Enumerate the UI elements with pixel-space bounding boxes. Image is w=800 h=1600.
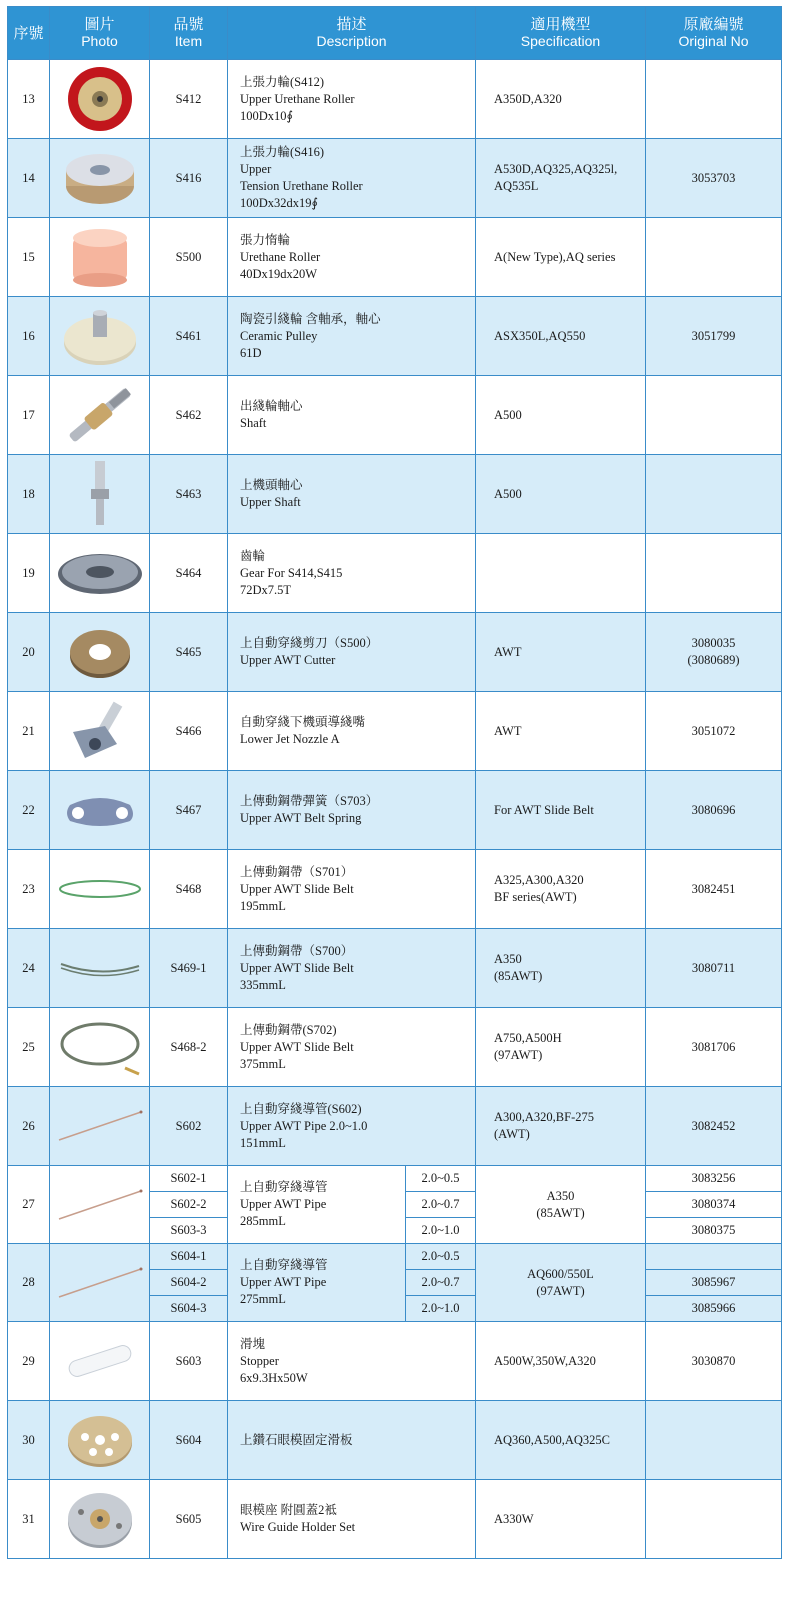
row-photo <box>50 139 150 218</box>
text-line: Upper AWT Pipe <box>240 1197 327 1211</box>
table-row <box>8 60 782 139</box>
text-line: 3080696 <box>691 802 736 817</box>
text-line: 滑塊 <box>240 1336 266 1351</box>
row-item: S466 <box>150 692 228 771</box>
row-photo <box>50 1480 150 1559</box>
row-item: S467 <box>150 771 228 850</box>
row-photo <box>50 929 150 1008</box>
text-line: AQ600/550L <box>527 1266 594 1281</box>
row-original-no <box>646 297 782 376</box>
row-specification <box>476 297 646 376</box>
table-row <box>8 376 782 455</box>
text-line: A500 <box>494 486 522 501</box>
slide-belt-long-icon <box>50 948 149 988</box>
row-original-no <box>646 1401 782 1480</box>
pipe-icon <box>50 1106 149 1146</box>
red-roller-icon <box>50 64 149 134</box>
row-number: 26 <box>8 1087 50 1166</box>
text-line: Wire Guide Holder Set <box>240 1520 356 1534</box>
row-original-no <box>646 60 782 139</box>
row-description <box>228 1480 476 1559</box>
row-original-no <box>646 455 782 534</box>
text-line: 335mmL <box>240 977 286 992</box>
row-item: S469-1 <box>150 929 228 1008</box>
text-line: Ceramic Pulley <box>240 328 318 343</box>
row-item: S461 <box>150 297 228 376</box>
text-line: 3080035 <box>691 636 736 650</box>
row-original-no <box>646 218 782 297</box>
text-line: A500W,350W,A320 <box>494 1353 596 1368</box>
jet-nozzle-icon <box>50 696 149 766</box>
row-original-no: 3085966 <box>646 1296 782 1322</box>
row-description <box>228 692 476 771</box>
shaft-icon <box>50 380 149 450</box>
table-row <box>8 139 782 218</box>
text-line: Lower Jet Nozzle A <box>240 732 340 746</box>
text-line: AQ535L <box>494 179 539 193</box>
text-line: (97AWT) <box>494 1048 543 1062</box>
row-original-no <box>646 1008 782 1087</box>
row-description <box>228 297 476 376</box>
upper-shaft-icon <box>50 459 149 529</box>
text-line: 上自動穿綫導管 <box>240 1180 328 1194</box>
row-specification <box>476 929 646 1008</box>
text-line: 3081706 <box>691 1039 736 1054</box>
row-size: 2.0~1.0 <box>406 1218 476 1244</box>
row-description <box>228 1008 476 1087</box>
row-description <box>228 929 476 1008</box>
text-line: A350 <box>546 1188 575 1203</box>
text-line: Upper AWT Pipe 2.0~1.0 <box>240 1118 368 1133</box>
table-row <box>8 1166 782 1192</box>
row-size: 2.0~0.5 <box>406 1244 476 1270</box>
row-specification <box>476 1087 646 1166</box>
text-line: 375mmL <box>240 1056 286 1071</box>
text-line: 275mmL <box>240 1292 286 1306</box>
row-description <box>228 613 476 692</box>
text-line: A(New Type),AQ series <box>494 249 616 264</box>
row-size: 2.0~0.7 <box>406 1270 476 1296</box>
text-line: Upper AWT Pipe <box>240 1275 327 1289</box>
row-description <box>228 60 476 139</box>
row-number: 23 <box>8 850 50 929</box>
slide-belt-loop-icon <box>50 1012 149 1082</box>
table-row <box>8 1087 782 1166</box>
header-description: 描述 Description <box>228 7 476 60</box>
text-line: (85AWT) <box>494 969 543 983</box>
row-item: S463 <box>150 455 228 534</box>
text-line: 上傳動鋼帶（S701） <box>240 864 354 879</box>
row-item: S468-2 <box>150 1008 228 1087</box>
text-line: 陶瓷引綫輪 含軸承，軸心 <box>240 311 381 326</box>
row-specification <box>476 613 646 692</box>
row-description <box>228 455 476 534</box>
row-original-no: 3083256 <box>646 1166 782 1192</box>
cutter-ring-icon <box>50 622 149 682</box>
text-line: 上機頭軸心 <box>240 478 303 492</box>
row-number: 13 <box>8 60 50 139</box>
text-line: AQ360,A500,AQ325C <box>494 1432 610 1447</box>
slide-plate-icon <box>50 1407 149 1473</box>
text-line: 張力惰輪 <box>240 232 291 247</box>
row-specification <box>476 139 646 218</box>
table-row <box>8 1401 782 1480</box>
header-specification: 適用機型 Specification <box>476 7 646 60</box>
text-line: 出綫輪軸心 <box>240 399 303 413</box>
row-photo <box>50 692 150 771</box>
stopper-icon <box>50 1341 149 1381</box>
text-line: Stopper <box>240 1353 279 1368</box>
text-line: ASX350L,AQ550 <box>494 328 586 343</box>
row-photo <box>50 376 150 455</box>
table-row <box>8 455 782 534</box>
text-line: 3030870 <box>691 1353 736 1368</box>
row-specification <box>476 60 646 139</box>
table-row <box>8 1244 782 1270</box>
text-line: (97AWT) <box>536 1283 585 1298</box>
row-item: S604-2 <box>150 1270 228 1296</box>
table-row <box>8 771 782 850</box>
text-line: 上張力輪(S416) <box>240 145 325 159</box>
text-line: 3082451 <box>691 881 736 896</box>
row-item: S604-3 <box>150 1296 228 1322</box>
row-specification <box>476 1244 646 1322</box>
text-line: Gear For S414,S415 <box>240 565 343 580</box>
row-original-no <box>646 534 782 613</box>
row-specification <box>476 1166 646 1244</box>
row-specification <box>476 1008 646 1087</box>
row-original-no: 3080375 <box>646 1218 782 1244</box>
ceramic-pulley-icon <box>50 301 149 371</box>
text-line: A330W <box>494 1511 534 1526</box>
text-line: 3082452 <box>691 1118 736 1133</box>
row-number: 14 <box>8 139 50 218</box>
row-item: S604-1 <box>150 1244 228 1270</box>
row-description <box>228 1401 476 1480</box>
text-line: 上傳動鋼帶(S702) <box>240 1022 337 1037</box>
text-line: 上自動穿綫導管 <box>240 1258 328 1272</box>
urethane-roller-icon <box>50 224 149 290</box>
row-photo <box>50 60 150 139</box>
text-line: AWT <box>494 644 522 659</box>
row-item: S603-3 <box>150 1218 228 1244</box>
row-number: 19 <box>8 534 50 613</box>
row-description <box>228 1322 476 1401</box>
text-line: 195mmL <box>240 898 286 913</box>
row-original-no <box>646 929 782 1008</box>
row-item: S603 <box>150 1322 228 1401</box>
row-description <box>228 376 476 455</box>
text-line: BF series(AWT) <box>494 890 577 904</box>
row-item: S500 <box>150 218 228 297</box>
pipe-icon <box>50 1263 149 1303</box>
table-row <box>8 1008 782 1087</box>
row-description <box>228 1244 406 1322</box>
row-photo <box>50 455 150 534</box>
row-item: S416 <box>150 139 228 218</box>
header-original-no: 原廠編號 Original No <box>646 7 782 60</box>
header-no: 序號 <box>8 7 50 60</box>
row-number: 16 <box>8 297 50 376</box>
row-original-no <box>646 1244 782 1270</box>
row-number: 21 <box>8 692 50 771</box>
text-line: A500 <box>494 407 522 422</box>
row-photo <box>50 1322 150 1401</box>
table-header <box>8 7 782 60</box>
row-size: 2.0~0.7 <box>406 1192 476 1218</box>
text-line: 72Dx7.5T <box>240 582 292 597</box>
row-specification <box>476 376 646 455</box>
text-line: A750,A500H <box>494 1031 562 1045</box>
table-row <box>8 1322 782 1401</box>
text-line: 40Dx19dx20W <box>240 266 318 281</box>
row-number: 25 <box>8 1008 50 1087</box>
row-original-no <box>646 613 782 692</box>
slide-belt-icon <box>50 869 149 909</box>
row-photo <box>50 297 150 376</box>
text-line: 61D <box>240 345 262 360</box>
row-number: 27 <box>8 1166 50 1244</box>
row-specification <box>476 534 646 613</box>
metal-roller-icon <box>50 148 149 208</box>
row-item: S468 <box>150 850 228 929</box>
header-photo: 圖片 Photo <box>50 7 150 60</box>
row-photo <box>50 534 150 613</box>
text-line: 3051799 <box>691 328 736 343</box>
row-item: S604 <box>150 1401 228 1480</box>
text-line: Upper AWT Belt Spring <box>240 811 362 825</box>
text-line: 100Dx32dx19∮ <box>240 196 319 210</box>
row-description <box>228 771 476 850</box>
text-line: 眼模座 附圓蓋2袛 <box>240 1503 337 1517</box>
text-line: 上張力輪(S412) <box>240 74 325 89</box>
row-size: 2.0~0.5 <box>406 1166 476 1192</box>
row-number: 30 <box>8 1401 50 1480</box>
text-line: 上傳動鋼帶彈簧（S703） <box>240 794 379 808</box>
row-photo <box>50 1008 150 1087</box>
text-line: Upper <box>240 162 272 176</box>
row-description <box>228 1087 476 1166</box>
text-line: Upper AWT Slide Belt <box>240 960 354 975</box>
table-row <box>8 297 782 376</box>
row-photo <box>50 1401 150 1480</box>
row-photo <box>50 771 150 850</box>
row-original-no: 3085967 <box>646 1270 782 1296</box>
row-specification <box>476 692 646 771</box>
row-photo <box>50 218 150 297</box>
row-original-no <box>646 376 782 455</box>
text-line: 上傳動鋼帶（S700） <box>240 943 354 958</box>
row-item: S465 <box>150 613 228 692</box>
text-line: Upper AWT Slide Belt <box>240 1039 354 1054</box>
text-line: Urethane Roller <box>240 249 321 264</box>
row-description <box>228 139 476 218</box>
row-photo <box>50 1087 150 1166</box>
table-row <box>8 850 782 929</box>
row-specification <box>476 1401 646 1480</box>
row-original-no <box>646 1087 782 1166</box>
row-number: 15 <box>8 218 50 297</box>
row-specification <box>476 850 646 929</box>
row-item: S412 <box>150 60 228 139</box>
row-description <box>228 534 476 613</box>
text-line: 6x9.3Hx50W <box>240 1370 308 1385</box>
table-row <box>8 613 782 692</box>
row-original-no <box>646 1322 782 1401</box>
text-line: 上鑽石眼模固定滑板 <box>240 1432 353 1447</box>
text-line: Upper Shaft <box>240 495 301 509</box>
text-line: (85AWT) <box>536 1205 585 1220</box>
text-line: 上自動穿綫剪刀（S500） <box>240 636 379 650</box>
row-size: 2.0~1.0 <box>406 1296 476 1322</box>
belt-spring-icon <box>50 785 149 835</box>
text-line: 3051072 <box>691 723 736 738</box>
row-number: 29 <box>8 1322 50 1401</box>
row-item: S605 <box>150 1480 228 1559</box>
text-line: Upper Urethane Roller <box>240 91 355 106</box>
row-number: 31 <box>8 1480 50 1559</box>
header-item: 品號 Item <box>150 7 228 60</box>
text-line: 自動穿綫下機頭導綫嘴 <box>240 715 366 729</box>
text-line: A350D,A320 <box>494 91 562 106</box>
row-item: S462 <box>150 376 228 455</box>
table-row <box>8 534 782 613</box>
row-photo <box>50 1166 150 1244</box>
row-number: 28 <box>8 1244 50 1322</box>
text-line: A300,A320,BF-275 <box>494 1110 595 1124</box>
parts-table <box>7 6 782 1559</box>
row-number: 17 <box>8 376 50 455</box>
guide-holder-icon <box>50 1486 149 1552</box>
row-specification <box>476 218 646 297</box>
parts-catalog-page <box>7 6 781 1559</box>
row-item: S602-1 <box>150 1166 228 1192</box>
text-line: A350 <box>494 952 522 966</box>
row-item: S602 <box>150 1087 228 1166</box>
text-line: A530D,AQ325,AQ325l, <box>494 162 618 176</box>
row-photo <box>50 1244 150 1322</box>
pipe-icon <box>50 1185 149 1225</box>
row-specification <box>476 1480 646 1559</box>
row-original-no <box>646 850 782 929</box>
row-original-no <box>646 1480 782 1559</box>
row-specification <box>476 455 646 534</box>
row-original-no <box>646 692 782 771</box>
row-description <box>228 1166 406 1244</box>
row-photo <box>50 613 150 692</box>
row-item: S602-2 <box>150 1192 228 1218</box>
text-line: A325,A300,A320 <box>494 873 584 887</box>
text-line: Upper AWT Slide Belt <box>240 881 354 896</box>
text-line: Upper AWT Cutter <box>240 653 336 667</box>
row-number: 22 <box>8 771 50 850</box>
text-line: Shaft <box>240 416 267 430</box>
gear-icon <box>50 548 149 598</box>
row-photo <box>50 850 150 929</box>
row-item: S464 <box>150 534 228 613</box>
row-original-no <box>646 139 782 218</box>
row-description <box>228 218 476 297</box>
text-line: 151mmL <box>240 1135 286 1150</box>
text-line: 齒輪 <box>240 548 266 563</box>
text-line: For AWT Slide Belt <box>494 802 594 817</box>
text-line: AWT <box>494 723 522 738</box>
text-line: 285mmL <box>240 1214 286 1228</box>
text-line: (AWT) <box>494 1127 530 1141</box>
table-row <box>8 1480 782 1559</box>
table-row <box>8 692 782 771</box>
row-number: 20 <box>8 613 50 692</box>
row-specification <box>476 771 646 850</box>
text-line: 3053703 <box>691 170 736 185</box>
text-line: 100Dx10∮ <box>240 108 294 123</box>
table-row <box>8 218 782 297</box>
row-specification <box>476 1322 646 1401</box>
row-number: 24 <box>8 929 50 1008</box>
text-line: (3080689) <box>687 653 740 667</box>
text-line: Tension Urethane Roller <box>240 179 363 193</box>
text-line: 上自動穿綫導管(S602) <box>240 1101 362 1116</box>
row-number: 18 <box>8 455 50 534</box>
row-original-no: 3080374 <box>646 1192 782 1218</box>
row-description <box>228 850 476 929</box>
table-row <box>8 929 782 1008</box>
text-line: 3080711 <box>691 960 736 975</box>
row-original-no <box>646 771 782 850</box>
